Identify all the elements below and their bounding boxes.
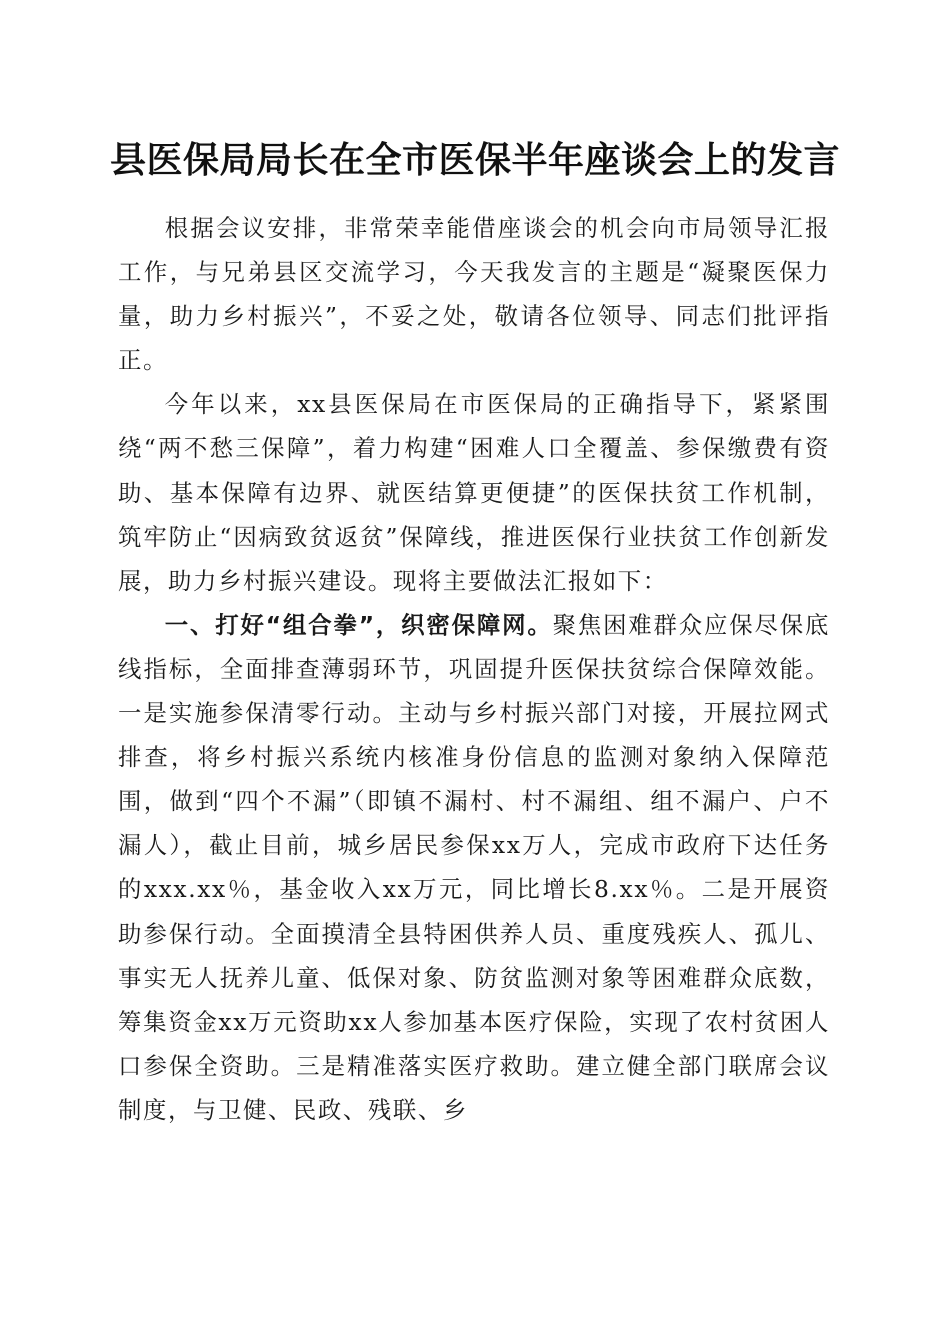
paragraph-text: 聚焦困难群众应保尽保底线指标，全面排查薄弱环节，巩固提升医保扶贫综合保障效能。一是实施参保清零行动。主动与乡村振兴部门对接，开展拉网式排查，将乡村振兴系统内核准身份信息的监测对象纳入保障范围，做到“四个不漏”（即镇不漏村、村不漏组、组不漏户、户不漏人），截止目前，城乡居民参保xx万人，完成市政府下达任务的xxx.xx％，基金收入xx万元，同比增长8.xx％。二是开展资助参保行动。全面摸清全县特困供养人员、重度残疾人、孤儿、事实无人抚养儿童、低保对象、防贫监测对象等困难群众底数，筹集资金xx万元资助xx人参加基本医疗保险，实现了农村贫困人口参保全资助。三是精准落实医疗救助。建立健全部门联席会议制度，与卫健、民政、残联、乡 bbox=[118, 610, 830, 1124]
paragraph-section-one bbox=[118, 603, 830, 1132]
paragraph-text: 今年以来，xx县医保局在市医保局的正确指导下，紧紧围绕“两不愁三保障”，着力构建“困难人口全覆盖、参保缴费有资助、基本保障有边界、就医结算更便捷”的医保扶贫工作机制，筑牢防止“因病致贫返贫”保障线，推进医保行业扶贫工作创新发展，助力乡村振兴建设。现将主要做法汇报如下： bbox=[118, 390, 830, 595]
document-body bbox=[118, 206, 830, 1132]
paragraph-text: 根据会议安排，非常荣幸能借座谈会的机会向市局领导汇报工作，与兄弟县区交流学习，今天我发言的主题是“凝聚医保力量，助力乡村振兴”，不妥之处，敬请各位领导、同志们批评指正。 bbox=[118, 214, 830, 375]
document-title: 县医保局局长在全市医保半年座谈会上的发言 bbox=[109, 139, 840, 181]
paragraph-intro bbox=[118, 206, 830, 382]
paragraph-overview bbox=[118, 382, 830, 602]
section-heading: 一、打好“组合拳”，织密保障网。 bbox=[164, 610, 553, 639]
